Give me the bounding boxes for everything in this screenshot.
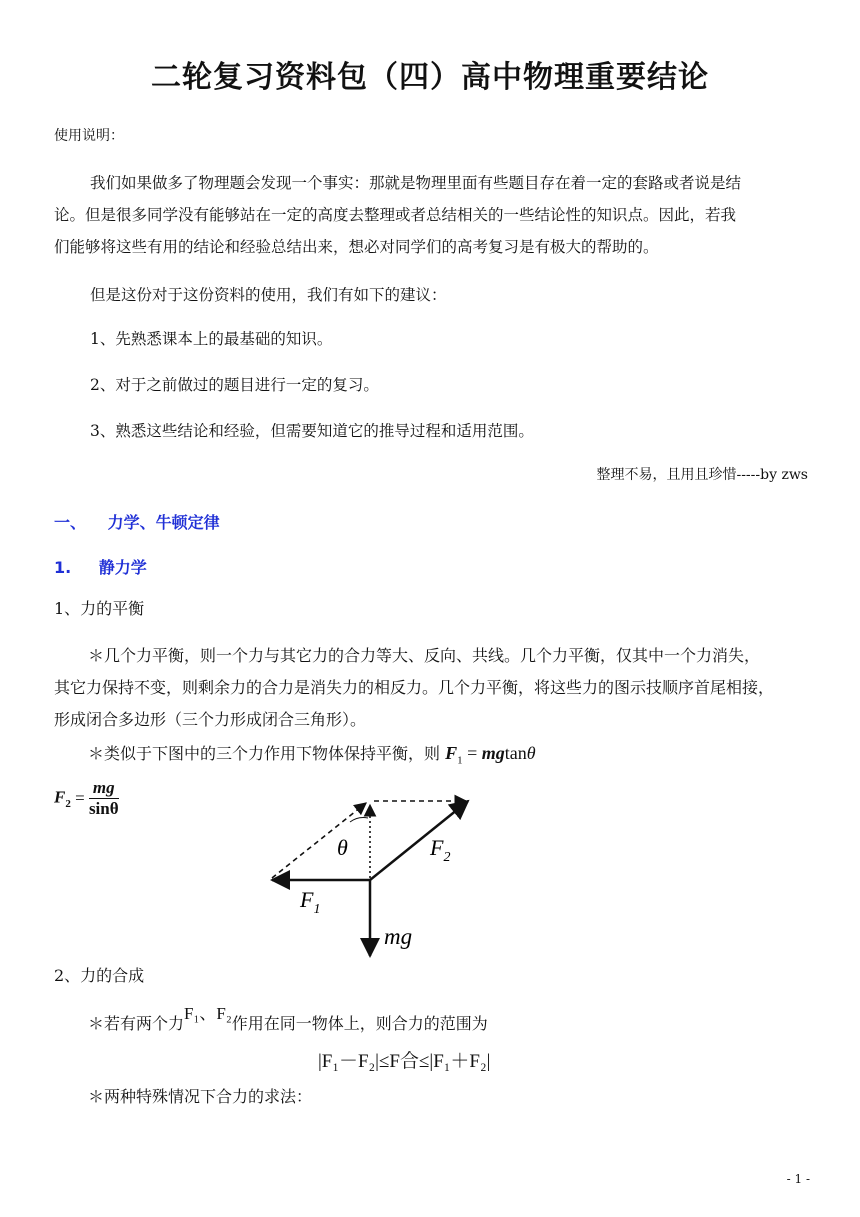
resultant-range-formula: |F₁－F₂|≤F合≤|F₁＋F₂| <box>318 1051 491 1072</box>
tan-function: tan <box>504 743 527 763</box>
page-number: - 1 - <box>786 1172 810 1186</box>
f1-subscript: 1 <box>457 754 463 767</box>
equals-sign: = <box>467 743 478 763</box>
balance-paragraph-line-3: 形成闭合多边形（三个力形成闭合三角形）。 <box>54 710 367 729</box>
figure-f2-label <box>429 835 450 865</box>
figure-theta-label: θ <box>337 835 348 860</box>
composition-heading: 2、力的合成 <box>54 966 145 985</box>
section-number: 一、 <box>54 513 87 532</box>
figure-f1-main: F <box>300 887 314 912</box>
f2-translated-dashed-arrow <box>272 803 366 878</box>
f2-arrow <box>370 801 468 880</box>
figure-f2-sub: 2 <box>443 850 451 865</box>
balance-example-text: ＊类似于下图中的三个力作用下物体保持平衡，则 <box>88 744 441 763</box>
subsection-title: 静力学 <box>98 558 147 577</box>
theta-symbol: θ <box>526 743 536 763</box>
forces-f1-f2: F₁、F₂ <box>184 1004 232 1023</box>
figure-mg-label: mg <box>384 924 413 949</box>
intro-suggestion-lead: 但是这份对于这份资料的使用，我们有如下的建议： <box>90 286 447 304</box>
f1-symbol: F <box>445 743 458 763</box>
mg-symbol: mg <box>481 743 505 763</box>
signature: 整理不易，且用且珍惜-----by zws <box>596 467 808 483</box>
intro-paragraph-line-2: 论。但是很多同学没有能够站在一定的高度去整理或者总结相关的一些结论性的知识点。因此，若我 <box>54 206 737 224</box>
balance-heading: 1、力的平衡 <box>54 599 145 618</box>
equals-sign: = <box>75 788 85 808</box>
composition-text-post: 作用在同一物体上，则合力的范围为 <box>231 1014 488 1033</box>
composition-paragraph <box>88 1004 488 1033</box>
suggestion-item-3: 3、熟悉这些结论和经验，但需要知道它的推导过程和适用范围。 <box>90 422 534 440</box>
section-title: 力学、牛顿定律 <box>107 513 220 532</box>
theta-arc <box>350 818 368 823</box>
figure-f1-sub: 1 <box>313 902 321 917</box>
fraction-numerator: mg <box>89 778 119 799</box>
intro-paragraph-line-1: 我们如果做多了物理题会发现一个事实：那就是物理里面有些题目存在着一定的套路或者说是结 <box>90 174 742 192</box>
composition-text-pre: ＊若有两个力 <box>88 1014 185 1033</box>
special-cases-line: ＊两种特殊情况下合力的求法： <box>88 1087 313 1106</box>
fraction-denominator: sinθ <box>88 799 119 818</box>
figure-f1-label <box>299 887 320 917</box>
suggestion-item-1: 1、先熟悉课本上的最基础的知识。 <box>90 330 333 348</box>
usage-heading: 使用说明： <box>54 128 124 144</box>
suggestion-item-2: 2、对于之前做过的题目进行一定的复习。 <box>90 376 379 394</box>
page-title: 二轮复习资料包（四）高中物理重要结论 <box>151 60 709 95</box>
f2-symbol: F <box>54 787 66 807</box>
subsection-number: 1. <box>54 558 72 577</box>
figure-f2-main: F <box>430 835 444 860</box>
balance-paragraph-line-2: 其它力保持不变，则剩余力的合力是消失力的相反力。几个力平衡，将这些力的图示技顺序首尾相接， <box>54 678 775 697</box>
balance-paragraph-line-1: ＊几个力平衡，则一个力与其它力的合力等大、反向、共线。几个力平衡，仅其中一个力消失， <box>88 646 761 665</box>
f2-subscript: 2 <box>65 797 71 810</box>
intro-paragraph-line-3: 们能够将这些有用的结论和经验总结出来，想必对同学们的高考复习是有极大的帮助的。 <box>54 238 659 256</box>
